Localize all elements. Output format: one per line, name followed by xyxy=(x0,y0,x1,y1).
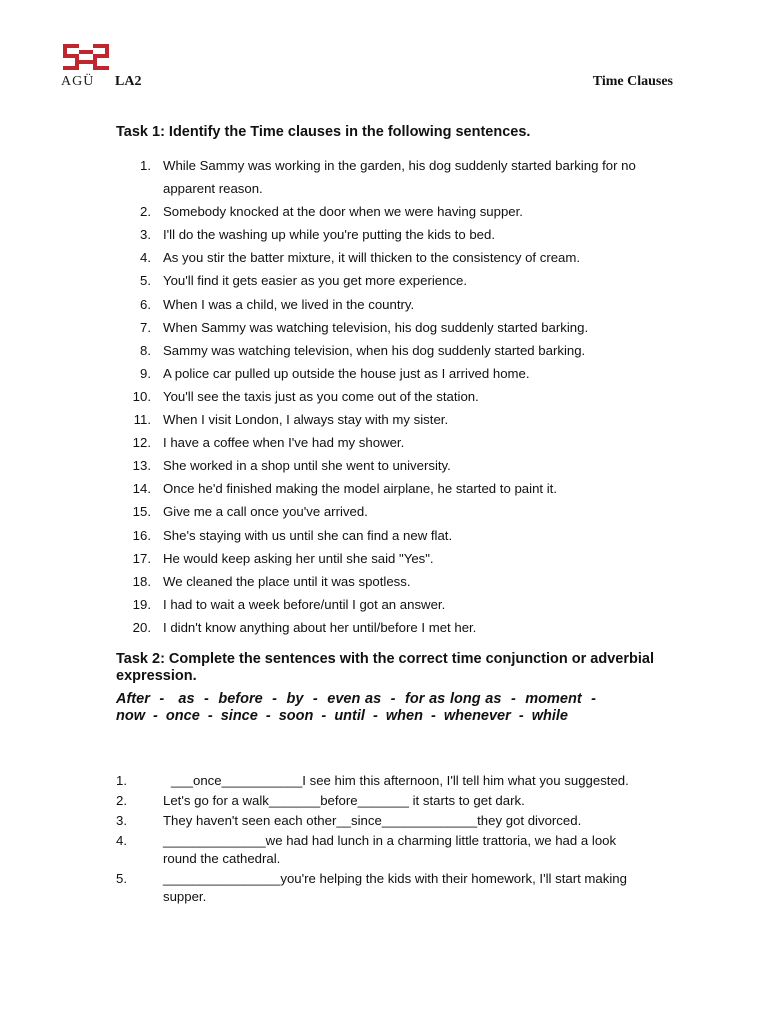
item-text: He would keep asking her until she said "Yes". xyxy=(163,550,434,566)
item-text: While Sammy was working in the garden, his dog suddenly started barking for no apparent reason. xyxy=(163,158,636,197)
item-number: 5. xyxy=(116,871,127,886)
list-item xyxy=(116,870,636,906)
item-text: When I visit London, I always stay with my sister. xyxy=(163,412,449,428)
item-number: 19. xyxy=(132,596,151,612)
item-number: 5. xyxy=(140,273,151,289)
list-item xyxy=(116,812,636,830)
list-item xyxy=(116,593,676,616)
item-number: 10. xyxy=(132,388,151,404)
list-item xyxy=(116,269,676,292)
item-number: 9. xyxy=(140,365,151,381)
item-text: As you stir the batter mixture, it will thicken to the consistency of cream. xyxy=(163,250,581,266)
item-text: I have a coffee when I've had my shower. xyxy=(163,435,405,451)
list-item xyxy=(116,500,676,523)
item-text: She worked in a shop until she went to university. xyxy=(163,458,451,474)
list-item xyxy=(116,339,676,362)
item-text: I didn't know anything about her until/before I met her. xyxy=(163,619,477,635)
item-text: I'll do the washing up while you're putting the kids to bed. xyxy=(163,227,495,243)
item-text: Give me a call once you've arrived. xyxy=(163,504,368,520)
item-number: 16. xyxy=(132,527,151,543)
list-item xyxy=(116,477,676,500)
item-number: 8. xyxy=(140,342,151,358)
task2-title: Task 2: Complete the sentences with the correct time conjunction or adverbial expression. xyxy=(116,651,654,684)
item-number: 15. xyxy=(132,504,151,520)
item-text: You'll see the taxis just as you come out of the station. xyxy=(163,388,479,404)
item-text: Sammy was watching television, when his dog suddenly started barking. xyxy=(163,342,586,358)
header-title: Time Clauses xyxy=(592,74,673,89)
item-number: 20. xyxy=(132,619,151,635)
item-text: Somebody knocked at the door when we were having supper. xyxy=(163,204,523,220)
item-number: 3. xyxy=(116,813,127,828)
item-text: ___once___________I see him this afternoon, I'll tell him what you suggested. xyxy=(171,773,629,788)
item-text: ______________we had had lunch in a charming little trattoria, we had a look round the cathedral. xyxy=(163,833,617,866)
item-text: I had to wait a week before/until I got an answer. xyxy=(163,596,446,612)
list-item xyxy=(116,362,676,385)
list-item xyxy=(116,154,676,200)
item-text: Once he'd finished making the model airplane, he started to paint it. xyxy=(163,481,557,497)
item-number: 11. xyxy=(133,412,151,428)
list-item xyxy=(116,570,676,593)
list-item xyxy=(116,385,676,408)
item-text: A police car pulled up outside the house just as I arrived home. xyxy=(163,365,530,381)
item-number: 4. xyxy=(116,833,127,848)
list-item xyxy=(116,616,676,639)
list-item xyxy=(116,246,676,269)
list-item xyxy=(116,431,676,454)
item-number: 2. xyxy=(116,793,127,808)
list-item xyxy=(116,316,676,339)
item-text: We cleaned the place until it was spotless. xyxy=(163,573,411,589)
list-item xyxy=(116,293,676,316)
item-number: 1. xyxy=(116,773,127,788)
item-number: 13. xyxy=(132,458,151,474)
item-text: You'll find it gets easier as you get more experience. xyxy=(163,273,468,289)
item-number: 12. xyxy=(132,435,151,451)
list-item xyxy=(116,832,636,868)
item-number: 1. xyxy=(140,158,151,173)
list-item xyxy=(116,223,676,246)
list-item xyxy=(116,772,636,790)
task2-list xyxy=(116,772,636,908)
list-item xyxy=(116,408,676,431)
task1-title: Task 1: Identify the Time clauses in the following sentences. xyxy=(116,124,531,140)
item-text: Let's go for a walk_______before_______ it starts to get dark. xyxy=(163,793,525,808)
logo-text: AGÜ xyxy=(61,74,95,89)
item-text: They haven't seen each other__since_____________they got divorced. xyxy=(163,813,582,828)
item-text: When I was a child, we lived in the country. xyxy=(163,296,415,312)
item-text: ________________you're helping the kids with their homework, I'll start making supper. xyxy=(163,871,627,904)
list-item xyxy=(116,454,676,477)
list-item xyxy=(116,547,676,570)
task1-list xyxy=(116,154,676,639)
list-item xyxy=(116,524,676,547)
item-number: 3. xyxy=(140,227,151,243)
item-number: 18. xyxy=(132,573,151,589)
item-number: 2. xyxy=(140,204,151,220)
list-item xyxy=(116,792,636,810)
header-code: LA2 xyxy=(115,74,142,89)
item-text: When Sammy was watching television, his dog suddenly started barking. xyxy=(163,319,589,335)
item-number: 4. xyxy=(140,250,151,266)
word-bank: After - as - before - by - even as - for as long as - moment - now - once - since - soon - until - when - whenever - while xyxy=(116,691,605,724)
item-number: 17. xyxy=(132,550,151,566)
item-text: She's staying with us until she can find a new flat. xyxy=(163,527,453,543)
item-number: 6. xyxy=(140,296,151,312)
list-item xyxy=(116,200,676,223)
item-number: 7. xyxy=(140,319,151,335)
item-number: 14. xyxy=(132,481,151,497)
